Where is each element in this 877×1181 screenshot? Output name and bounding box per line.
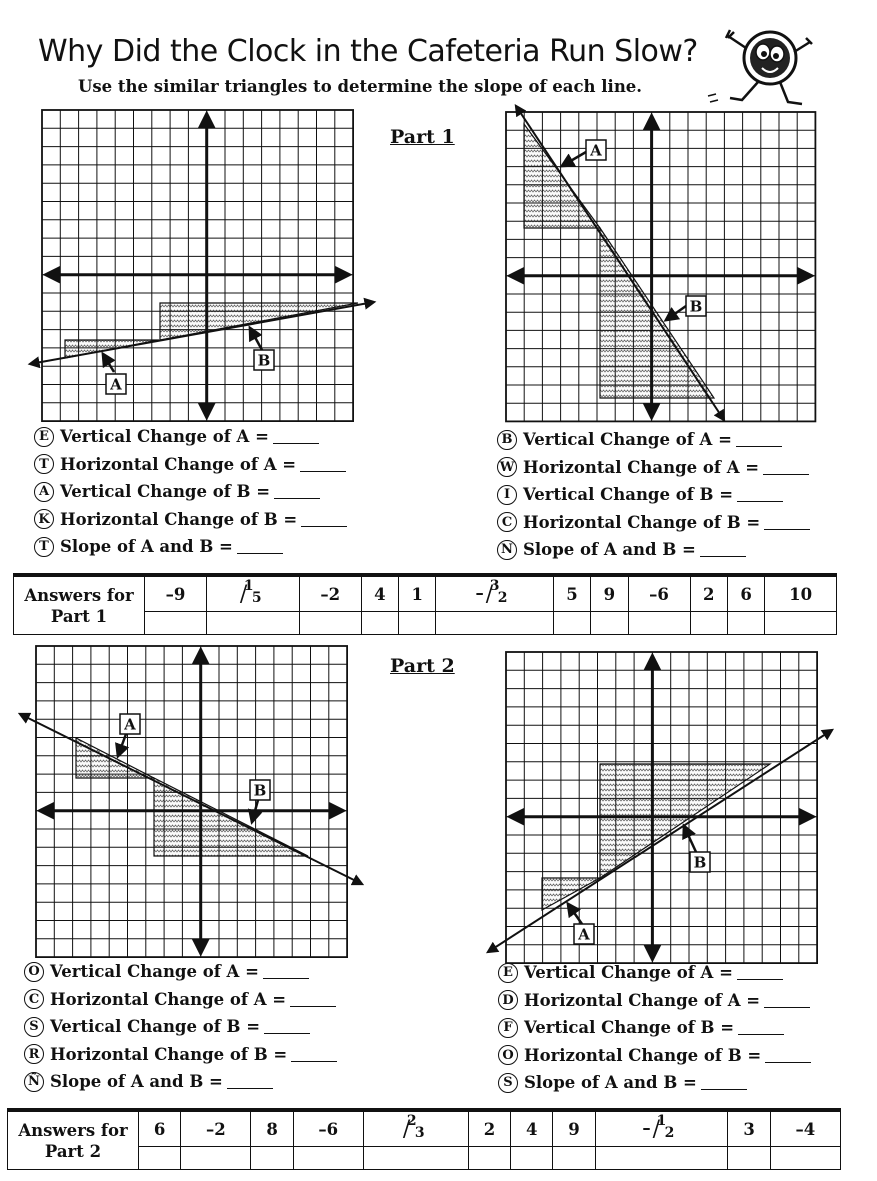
triangle-b — [600, 764, 770, 878]
answer-letter: W — [497, 457, 517, 477]
answer-blank[interactable] — [290, 992, 336, 1007]
answer-blank[interactable] — [700, 542, 746, 557]
answer-letter-box[interactable] — [207, 612, 300, 635]
question-text: Horizontal Change of A = — [50, 989, 287, 1009]
answer-letter: O — [498, 1045, 518, 1065]
part-2-left-questions — [24, 958, 337, 1096]
fraction-two-thirds: / 2 3 — [402, 1113, 425, 1142]
answer-value: 4 — [361, 575, 398, 612]
question-item — [497, 509, 810, 537]
question-item — [24, 1041, 337, 1069]
answer-letter: A — [34, 482, 54, 502]
question-text: Slope of A and B = — [524, 1073, 697, 1093]
answer-letter-box[interactable] — [399, 612, 436, 635]
answer-letter-box[interactable] — [553, 612, 590, 635]
triangle-label-a: A — [124, 715, 136, 734]
answer-value: 4 — [511, 1110, 553, 1147]
part-2-left-graph — [18, 644, 368, 958]
answer-value — [363, 1110, 468, 1147]
question-text: Vertical Change of A = — [524, 963, 733, 983]
answer-letter-box[interactable] — [765, 612, 837, 635]
answer-letter-box[interactable] — [363, 1147, 468, 1170]
question-item — [497, 536, 810, 564]
answer-letter: Ñ — [24, 1072, 44, 1092]
pointer-arrow-b — [666, 306, 686, 320]
answer-blank[interactable] — [764, 515, 810, 530]
answer-blank[interactable] — [264, 1019, 310, 1034]
question-item — [34, 451, 347, 479]
answer-letter-box[interactable] — [361, 612, 398, 635]
triangle-a — [542, 878, 600, 910]
answer-letter-box[interactable] — [728, 1147, 770, 1170]
question-text: Horizontal Change of A = — [523, 457, 760, 477]
question-item — [498, 1042, 811, 1070]
answer-blank[interactable] — [291, 1047, 337, 1062]
answer-header-line: Part 2 — [44, 1141, 102, 1161]
answer-value: 2 — [690, 575, 727, 612]
answer-letter-box[interactable] — [553, 1147, 595, 1170]
answer-blank[interactable] — [765, 1048, 811, 1063]
part-2-right-graph — [486, 648, 834, 960]
part-1-left-graph — [26, 104, 378, 420]
triangle-label-a: A — [578, 925, 590, 944]
pointer-arrow-a — [562, 152, 586, 166]
answer-letter-box[interactable] — [436, 612, 553, 635]
question-item — [34, 533, 347, 561]
answer-blank[interactable] — [227, 1074, 273, 1089]
question-text: Vertical Change of B = — [524, 1018, 735, 1038]
part-1-left-questions — [34, 423, 347, 561]
part-1-right-questions — [497, 426, 810, 564]
answer-letter: E — [34, 427, 54, 447]
triangle-label-b: B — [693, 853, 707, 872]
answer-letter-box[interactable] — [181, 1147, 251, 1170]
question-text: Vertical Change of A = — [60, 427, 269, 447]
answer-blank[interactable] — [764, 993, 810, 1008]
answer-value: 10 — [765, 575, 837, 612]
triangle-label-b: B — [689, 297, 703, 316]
part-1-label: Part 1 — [390, 126, 455, 148]
triangle-label-b: B — [253, 781, 267, 800]
question-text: Slope of A and B = — [523, 540, 696, 560]
answer-blank[interactable] — [737, 487, 783, 502]
fraction-one-fifth: / 1 5 — [239, 578, 262, 607]
answer-blank[interactable] — [237, 539, 283, 554]
question-item — [497, 454, 810, 482]
question-item — [34, 506, 347, 534]
question-item — [498, 959, 811, 987]
answer-letter-box[interactable] — [139, 1147, 181, 1170]
answer-letter-box[interactable] — [299, 612, 361, 635]
answer-letter-box[interactable] — [690, 612, 727, 635]
question-item — [34, 423, 347, 451]
question-text: Horizontal Change of B = — [60, 509, 298, 529]
part-2-label: Part 2 — [390, 655, 455, 677]
answer-table-header — [8, 1110, 139, 1170]
answer-value: –9 — [145, 575, 207, 612]
answer-letter: B — [497, 430, 517, 450]
question-text: Vertical Change of A = — [50, 962, 259, 982]
pointer-arrow-a — [103, 354, 114, 372]
triangle-a — [76, 738, 154, 778]
triangle-label-b: B — [257, 351, 271, 370]
grid-border — [42, 110, 353, 421]
question-text: Horizontal Change of B = — [524, 1045, 762, 1065]
answer-header-line: Part 1 — [50, 606, 108, 626]
answer-header-line: Answers for — [18, 1120, 128, 1140]
answer-value: 9 — [591, 575, 628, 612]
answer-letter: D — [498, 990, 518, 1010]
question-text: Vertical Change of B = — [60, 482, 271, 502]
part-1-answer-table — [13, 573, 837, 635]
question-text: Vertical Change of A = — [523, 430, 732, 450]
question-item — [24, 986, 337, 1014]
running-clock-icon — [706, 18, 818, 110]
answer-letter-box[interactable] — [595, 1147, 728, 1170]
answer-letter: S — [498, 1073, 518, 1093]
answer-letter: C — [24, 989, 44, 1009]
answer-letter: K — [34, 509, 54, 529]
answer-blank[interactable] — [701, 1075, 747, 1090]
answer-blank[interactable] — [763, 460, 809, 475]
answer-letter: T — [34, 454, 54, 474]
question-item — [497, 426, 810, 454]
answer-letter-box[interactable] — [293, 1147, 363, 1170]
answer-letter-box[interactable] — [251, 1147, 293, 1170]
answer-letter-box[interactable] — [727, 612, 764, 635]
answer-letter-box[interactable] — [511, 1147, 553, 1170]
question-text: Horizontal Change of A = — [60, 454, 297, 474]
question-text: Horizontal Change of B = — [50, 1044, 288, 1064]
fraction-one-half: / 1 2 — [652, 1113, 675, 1142]
answer-blank[interactable] — [273, 429, 319, 444]
answer-value: 8 — [251, 1110, 293, 1147]
answer-value: –2 — [181, 1110, 251, 1147]
answer-blank[interactable] — [301, 512, 347, 527]
triangle-label-a: A — [110, 375, 122, 394]
pointer-arrow-a — [568, 904, 582, 924]
part-2-answer-table — [7, 1108, 841, 1170]
answer-letter-box[interactable] — [591, 612, 628, 635]
question-text: Horizontal Change of A = — [524, 990, 761, 1010]
instructions: Use the similar triangles to determine the slope of each line. — [78, 77, 643, 96]
question-text: Slope of A and B = — [50, 1072, 223, 1092]
triangle-b — [154, 778, 308, 856]
answer-value: 3 — [728, 1110, 770, 1147]
answer-value: –6 — [628, 575, 690, 612]
answer-value: 6 — [139, 1110, 181, 1147]
answer-letter: C — [497, 512, 517, 532]
pointer-arrow-b — [684, 826, 696, 852]
answer-blank[interactable] — [274, 484, 320, 499]
answer-letter: N — [497, 540, 517, 560]
question-item — [24, 1013, 337, 1041]
question-text: Slope of A and B = — [60, 537, 233, 557]
answer-letter: F — [498, 1018, 518, 1038]
answer-letter-box[interactable] — [145, 612, 207, 635]
answer-value: – / 1 2 — [595, 1110, 728, 1147]
answer-letter: T — [34, 537, 54, 557]
answer-value: 9 — [553, 1110, 595, 1147]
pointer-arrow-b — [250, 328, 262, 350]
answer-value: –2 — [299, 575, 361, 612]
grid — [42, 110, 353, 421]
answer-value: –6 — [293, 1110, 363, 1147]
answer-blank[interactable] — [263, 964, 309, 979]
question-text: Vertical Change of B = — [50, 1017, 261, 1037]
question-item — [24, 958, 337, 986]
question-item — [498, 987, 811, 1015]
answer-letter: R — [24, 1044, 44, 1064]
answer-letter-box[interactable] — [628, 612, 690, 635]
part-2-right-questions — [498, 959, 811, 1097]
answer-letter: E — [498, 963, 518, 983]
answer-value: 2 — [468, 1110, 510, 1147]
question-item — [497, 481, 810, 509]
answer-value: – / 3 2 — [436, 575, 553, 612]
answer-value: 1 — [399, 575, 436, 612]
page-title: Why Did the Clock in the Cafeteria Run Slow? — [38, 34, 698, 69]
answer-letter-box[interactable] — [468, 1147, 510, 1170]
answer-value: 6 — [727, 575, 764, 612]
question-item — [498, 1069, 811, 1097]
fraction-three-halves: / 3 2 — [485, 578, 508, 607]
answer-value: –4 — [770, 1110, 840, 1147]
answer-letter: O — [24, 962, 44, 982]
answer-value — [207, 575, 300, 612]
answer-blank[interactable] — [736, 432, 782, 447]
answer-table-header — [14, 575, 145, 635]
question-text: Horizontal Change of B = — [523, 512, 761, 532]
answer-letter-box[interactable] — [770, 1147, 840, 1170]
part-1-right-graph — [500, 104, 818, 422]
answer-value: 5 — [553, 575, 590, 612]
answer-blank[interactable] — [738, 1020, 784, 1035]
answer-header-line: Answers for — [24, 585, 134, 605]
triangle-label-a: A — [590, 141, 602, 160]
answer-letter: I — [497, 485, 517, 505]
answer-letter: S — [24, 1017, 44, 1037]
question-item — [24, 1068, 337, 1096]
question-item — [498, 1014, 811, 1042]
question-item — [34, 478, 347, 506]
question-text: Vertical Change of B = — [523, 485, 734, 505]
answer-blank[interactable] — [300, 457, 346, 472]
answer-blank[interactable] — [737, 965, 783, 980]
